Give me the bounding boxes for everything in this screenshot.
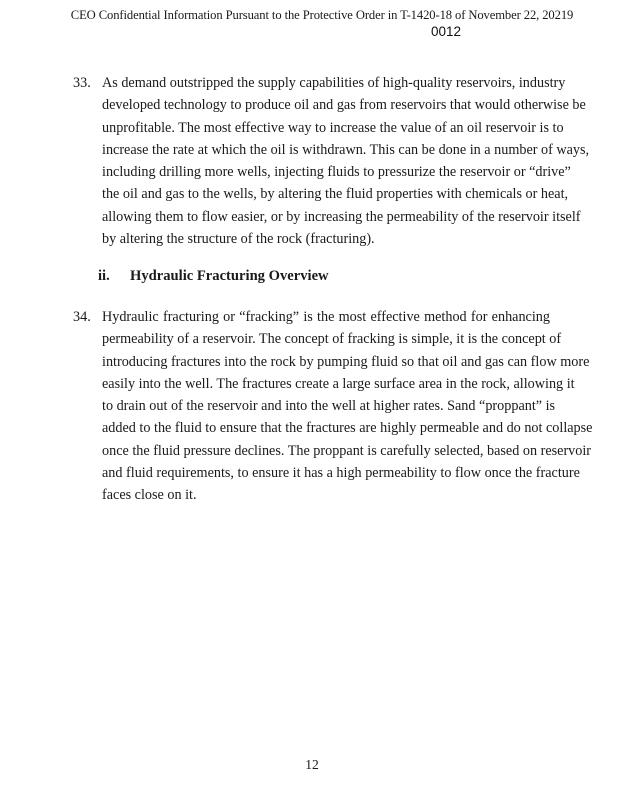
text-line: the oil and gas to the wells, by altering the fluid properties with chemicals or heat, [102,186,569,203]
paragraph-body [102,306,593,507]
paragraph-body [102,72,590,250]
confidentiality-notice: CEO Confidential Information Pursuant to the Protective Order in T-1420-18 of November 22, 20219 [70,8,574,22]
text-line: and fluid requirements, to ensure it has a high permeability to flow once the fracture [102,465,580,482]
bates-number: 0012 [430,24,461,39]
text-line: by altering the structure of the rock (fracturing). [102,231,375,248]
confidentiality-header [0,8,624,23]
text-line: introducing fractures into the rock by pumping fluid so that oil and gas can flow more [102,353,590,370]
text-line: faces close on it. [102,487,197,504]
text-line: developed technology to produce oil and gas from reservoirs that would otherwise be [102,97,586,114]
text-line: allowing them to flow easier, or by increasing the permeability of the reservoir itself [102,208,581,225]
paragraph-number: 34. [73,309,91,325]
text-line: once the fluid pressure declines. The proppant is carefully selected, based on reservoir [102,442,592,459]
text-line: unprofitable. The most effective way to increase the value of an oil reservoir is to [102,119,564,136]
paragraph-34 [72,306,593,507]
text-line: easily into the well. The fractures create a large surface area in the rock, allowing it [102,375,575,392]
paragraph-33 [72,72,590,250]
page-number: 12 [305,757,319,772]
text-line: to drain out of the reservoir and into the well at higher rates. Sand “proppant” is [102,398,556,415]
section-heading [98,268,329,285]
section-title: Hydraulic Fracturing Overview [130,268,329,284]
text-line: permeability of a reservoir. The concept of fracking is simple, it is the concept of [102,331,562,348]
text-line: including drilling more wells, injecting fluids to pressurize the reservoir or “drive” [102,164,571,181]
text-line: As demand outstripped the supply capabilities of high-quality reservoirs, industry [102,75,566,91]
section-numeral: ii. [98,268,110,284]
text-line: added to the fluid to ensure that the fractures are highly permeable and do not collapse [102,420,593,437]
paragraph-number: 33. [73,75,91,91]
text-line: increase the rate at which the oil is withdrawn. This can be done in a number of ways, [102,141,590,158]
text-line: Hydraulic fracturing or “fracking” is the most effective method for enhancing [102,309,550,325]
